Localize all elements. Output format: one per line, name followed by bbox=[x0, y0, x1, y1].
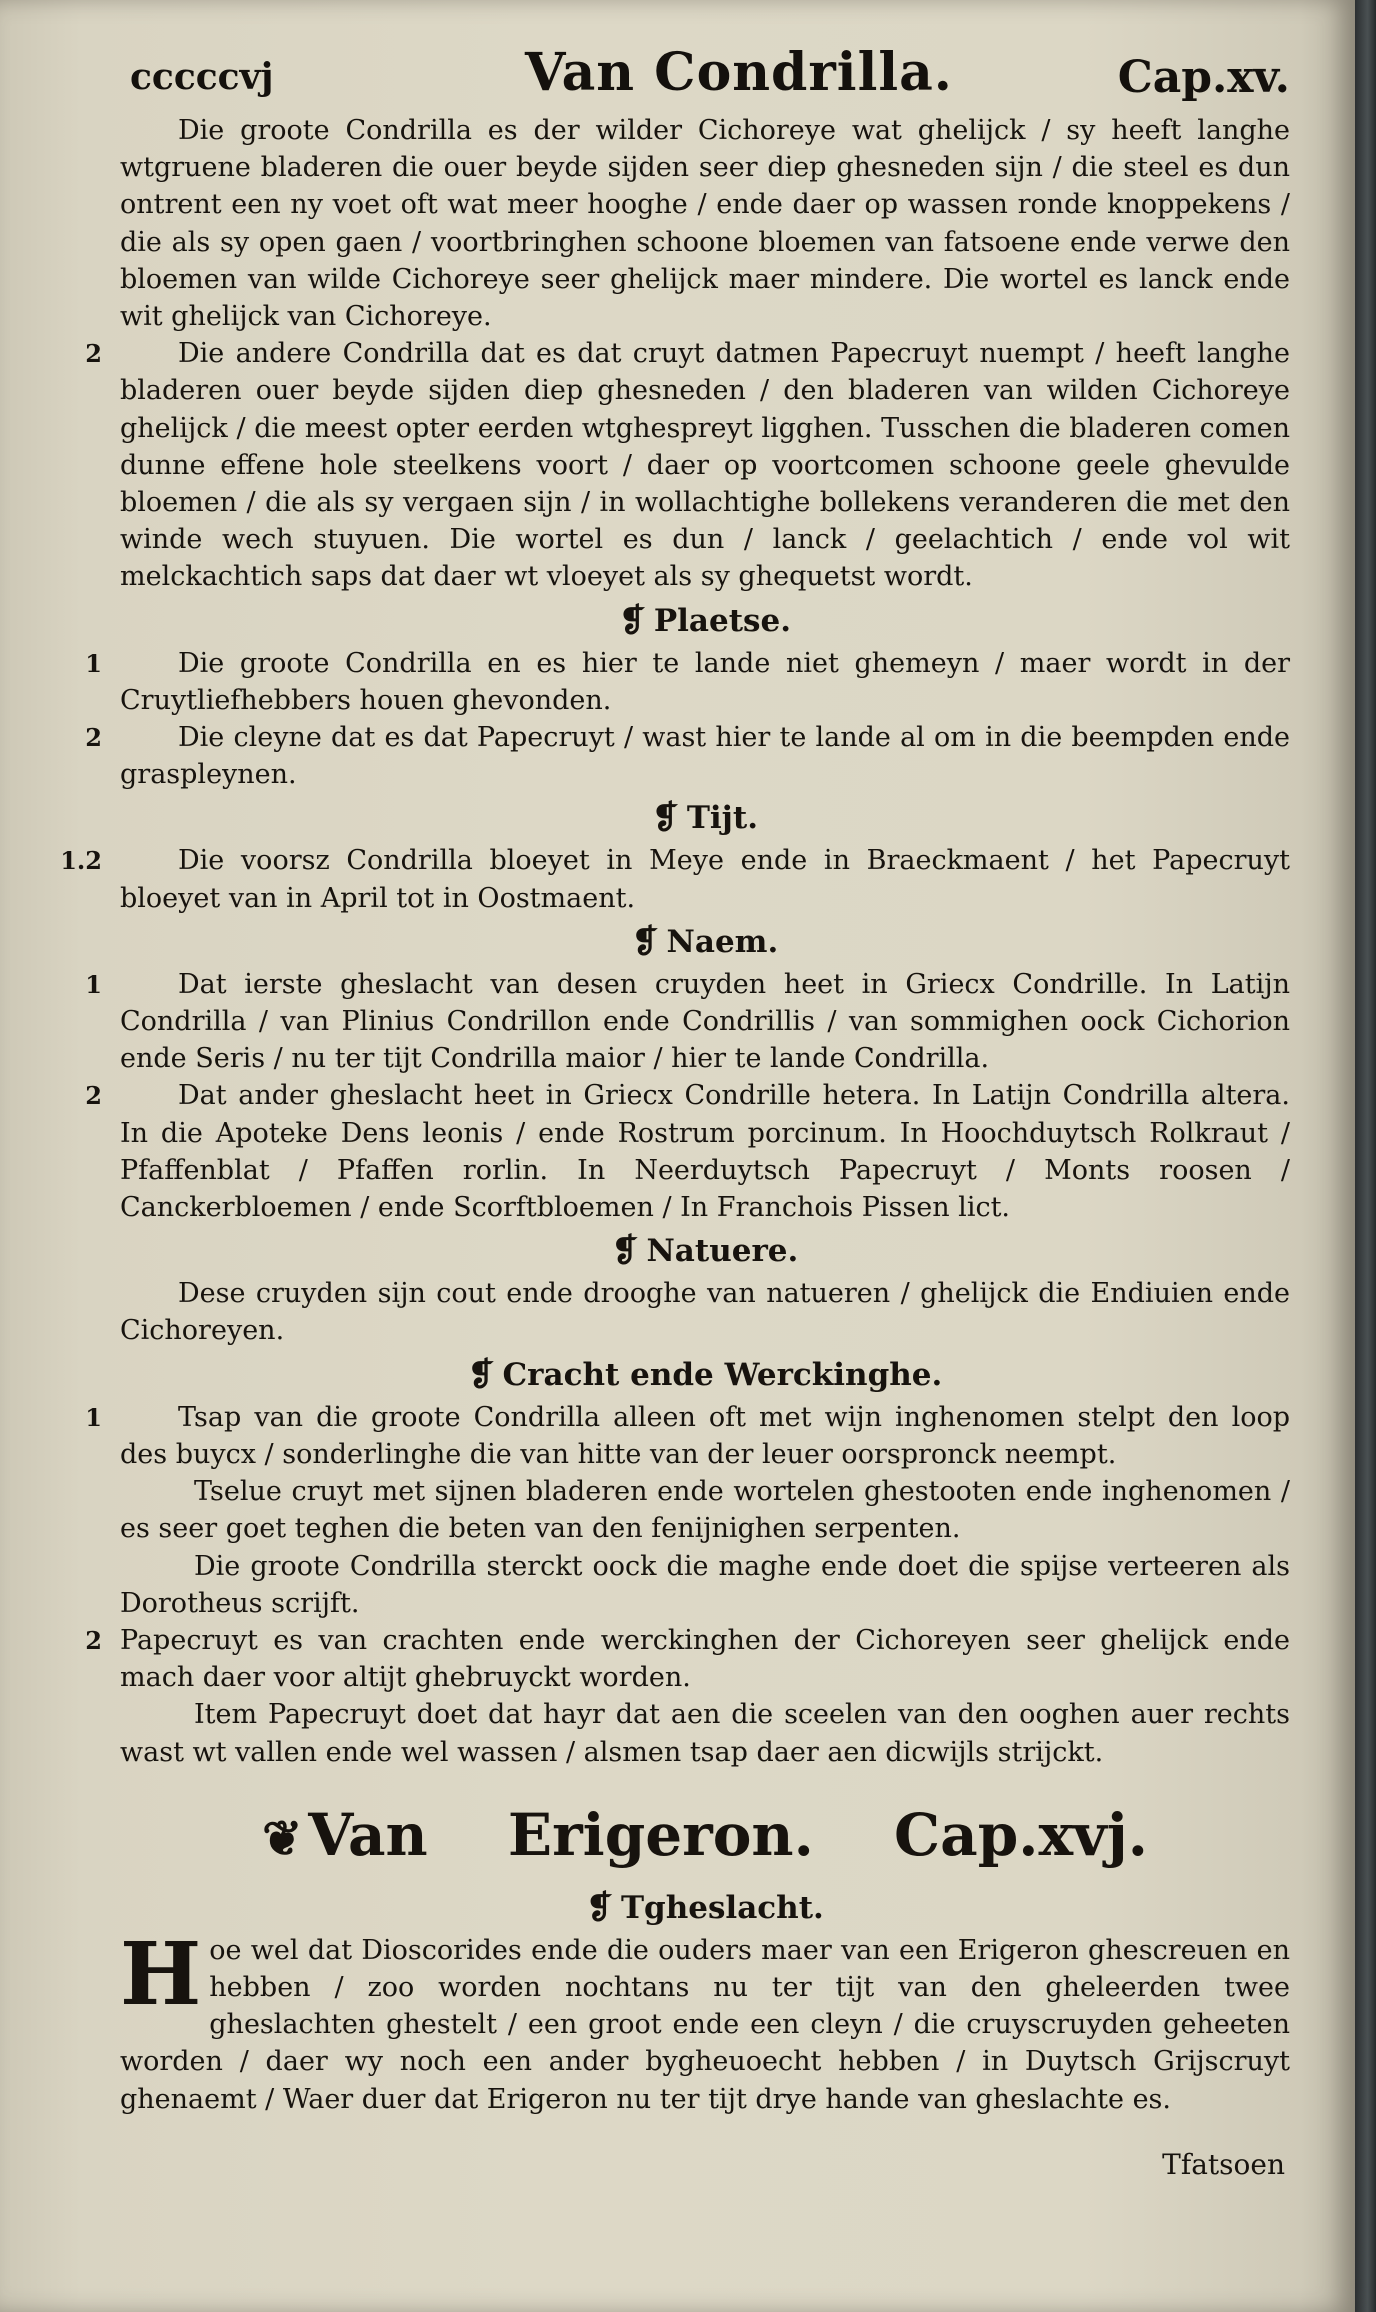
paragraph-text: Die groote Condrilla en es hier te lande niet ghemeyn / maer wordt in der Cruytliefhebbers houen ghevonden. bbox=[120, 647, 1290, 716]
section-heading-text: Naem. bbox=[666, 923, 779, 960]
pilcrow-icon: ❡ bbox=[652, 798, 679, 837]
paragraph-text: Dat ander gheslacht heet in Griecx Condrille hetera. In Latijn Condrilla altera. In die Apoteke Dens leonis / ende Rostrum porcinum. In Hoochduytsch Rolkraut / Pfaffenblat / Pfaffen rorlin. In Neerduytsch Papecruyt / Monts roosen / Canckerbloemen / ende Scorftbloemen / In Franchois Pissen lict. bbox=[120, 1080, 1290, 1224]
section-heading bbox=[120, 919, 1290, 964]
paragraph-text: Die voorsz Condrilla bloeyet in Meye ende in Braeckmaent / het Papecruyt bloeyet van in April tot in Oostmaent. bbox=[120, 845, 1290, 914]
paragraph bbox=[85, 1622, 1290, 1696]
paragraph-text: Dat ierste gheslacht van desen cruyden heet in Griecx Condrille. In Latijn Condrilla / van Plinius Condrillon ende Condrillis / van sommighen oock Cichorion ende Seris / nu ter tijt Condrilla maior / hier te lande Condrilla. bbox=[120, 968, 1290, 1075]
fleuron-icon: ❦ bbox=[262, 1810, 303, 1867]
section-heading-text: Tgheslacht. bbox=[620, 1889, 824, 1926]
paragraph-text: Papecruyt es van crachten ende werckinghen der Cichoreyen seer ghelijck ende mach daer voor altijt ghebruyckt worden. bbox=[120, 1624, 1290, 1694]
section-heading-text: Cracht ende Werckinghe. bbox=[502, 1356, 943, 1393]
paragraph bbox=[85, 335, 1290, 595]
paragraph-text: Tselue cruyt met sijnen bladeren ende wortelen ghestooten ende inghenomen / es seer goet teghen die beten van den fenijnighen serpenten. bbox=[120, 1476, 1290, 1545]
paragraph-text: Dese cruyden sijn cout ende drooghe van natueren / ghelijck die Endiuien ende Cichoreyen. bbox=[120, 1278, 1290, 1347]
section-heading bbox=[120, 1228, 1290, 1273]
paragraph bbox=[120, 1473, 1290, 1547]
section-heading-text: Natuere. bbox=[646, 1233, 799, 1270]
paragraph bbox=[85, 719, 1290, 793]
pilcrow-icon: ❡ bbox=[467, 1354, 495, 1393]
drop-cap: H bbox=[120, 1923, 202, 2025]
paragraph bbox=[85, 1399, 1290, 1473]
paragraph bbox=[120, 112, 1290, 335]
section-heading-text: Plaetse. bbox=[653, 602, 791, 639]
pilcrow-icon: ❡ bbox=[586, 1887, 613, 1926]
paragraph bbox=[60, 842, 1290, 916]
margin-number: 2 bbox=[85, 1625, 102, 1655]
running-title: Van Condrilla. bbox=[525, 42, 953, 103]
paragraph-text: Die groote Condrilla es der wilder Cichoreye wat ghelijck / sy heeft langhe wtgruene bladeren die ouer beyde sijden seer diep ghesneden sijn / die steel es dun ontrent een ny voet oft wat meer hooghe / ende daer op wassen ronde knoppekens / die als sy open gaen / voortbringhen schoone bloemen van fatsoene ende verwe den bloemen van wilde Cichoreye seer ghelijck maer mindere. Die wortel es lanck ende wit ghelijck van Cichoreye. bbox=[120, 115, 1290, 333]
paragraph-text: oe wel dat Dioscorides ende die ouders maer van een Erigeron ghescreuen en hebben / zoo worden nochtans nu ter tijt van den gheleerden twee gheslachten ghestelt / een groot ende een cleyn / die cruyscruyden geheeten worden / daer wy noch een ander bygheuoecht hebben / in Duytsch Grijscruyt ghenaemt / Waer duer dat Erigeron nu ter tijt drye hande van gheslachte es. bbox=[120, 1934, 1290, 2115]
section-heading bbox=[120, 1352, 1290, 1397]
catchword: Tfatsoen bbox=[1162, 2148, 1285, 2181]
page-header bbox=[130, 42, 1290, 112]
margin-number: 1 bbox=[85, 1402, 102, 1432]
paragraph bbox=[120, 1275, 1290, 1349]
paragraph bbox=[120, 1548, 1290, 1622]
paragraph-text: Item Papecruyt doet dat hayr dat aen die sceelen van den ooghen auer rechts wast wt vallen ende wel wassen / alsmen tsap daer aen dicwijls strijckt. bbox=[120, 1699, 1290, 1768]
margin-number: 1 bbox=[85, 648, 102, 678]
section-heading-text: Tijt. bbox=[686, 800, 758, 837]
paragraph-text: Die cleyne dat es dat Papecruyt / wast hier te lande al om in die beempden ende grasplеynen. bbox=[120, 722, 1290, 791]
paragraph bbox=[120, 1696, 1290, 1770]
margin-number: 1 bbox=[85, 969, 102, 999]
chapter-reference: Cap.xv. bbox=[1117, 52, 1290, 103]
paragraph bbox=[120, 1923, 1290, 2118]
pilcrow-icon: ❡ bbox=[619, 600, 646, 639]
margin-number: 1.2 bbox=[60, 846, 102, 876]
section-heading bbox=[120, 598, 1290, 643]
paragraph bbox=[85, 1077, 1290, 1226]
paragraph bbox=[85, 645, 1290, 719]
paragraph-text: Die groote Condrilla sterckt oock die maghe ende doet die spijse verteeren als Dorotheus scrijft. bbox=[120, 1550, 1290, 1619]
section-heading bbox=[120, 1885, 1290, 1930]
chapter-title bbox=[120, 1793, 1290, 1881]
book-binding-edge bbox=[1355, 0, 1376, 2312]
paragraph-text: Tsap van die groote Condrilla alleen oft met wijn inghenomen stelpt den loop des buycx / sonderlinghe die van hitte van der leuer oorspronck neempt. bbox=[120, 1401, 1290, 1470]
pilcrow-icon: ❡ bbox=[611, 1231, 639, 1270]
chapter-title-text: Van Erigeron. Cap.xvj. bbox=[308, 1800, 1148, 1869]
section-heading bbox=[120, 795, 1290, 840]
margin-number: 2 bbox=[85, 723, 102, 753]
margin-number: 2 bbox=[85, 1081, 102, 1111]
paragraph-text: Die andere Condrilla dat es dat cruyt datmen Papecruyt nuempt / heeft langhe bladeren ouer beyde sijden diep ghesneden / den bladeren van wilden Cichoreye ghelijck / die meest opter eerden wtghespreyt ligghen. Tusschen die bladeren comen dunne effene hole steelkens voort / daer op voortcomen schoone geele ghevulde bloemen / die als sy vergaen sijn / in wollachtighe bollekens veranderen die met den winde wech stuyuen. Die wortel es dun / lanck / geelachtich / ende vol wit melckachtich saps dat daer wt vloeyet als sy ghequetst wordt. bbox=[120, 338, 1290, 593]
margin-number: 2 bbox=[85, 339, 102, 369]
text-body bbox=[60, 112, 1290, 2118]
paragraph bbox=[85, 966, 1290, 1078]
folio-number: cccccvj bbox=[130, 56, 274, 98]
pilcrow-icon: ❡ bbox=[631, 921, 659, 960]
